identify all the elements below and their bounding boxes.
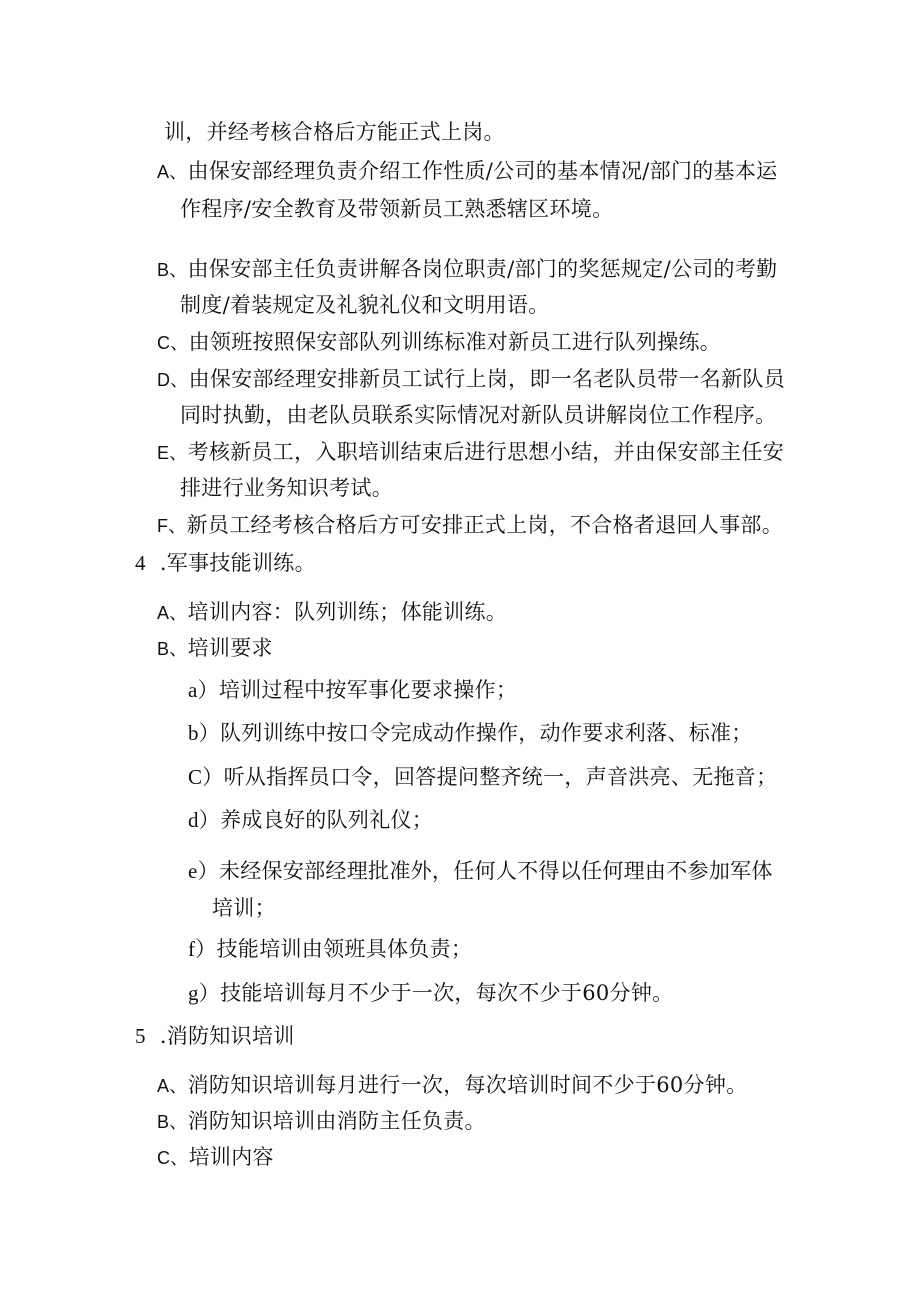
list-item-continuation: 排进行业务知识考试。 <box>180 476 393 500</box>
item-marker: D、 <box>157 370 189 390</box>
sub-item-d <box>188 806 433 834</box>
list-item-b <box>157 634 273 663</box>
sub-item-a <box>188 676 517 704</box>
sub-item-continuation: 培训； <box>212 896 276 920</box>
item-marker: g） <box>188 981 221 1005</box>
list-item-b <box>157 255 777 284</box>
list-item-continuation: 制度/着装规定及礼貌礼仪和文明用语。 <box>180 293 550 317</box>
item-marker: C） <box>188 765 224 789</box>
item-marker: C、 <box>157 1148 189 1168</box>
item-text: 技能培训每月不少于一次，每次不少于60分钟。 <box>220 981 674 1005</box>
item-marker: B、 <box>157 639 188 659</box>
list-item-continuation: 同时执勤，由老队员联系实际情况对新队员讲解岗位工作程序。 <box>180 403 777 427</box>
item-marker: B、 <box>157 1112 188 1132</box>
section-heading-4 <box>135 549 316 577</box>
item-marker: E、 <box>157 443 188 463</box>
list-item-b <box>157 1107 486 1136</box>
sub-item-f <box>188 935 472 963</box>
item-text: 由领班按照保安部队列训练标准对新员工进行队列操练。 <box>188 330 722 354</box>
item-text: 培训过程中按军事化要求操作； <box>218 678 518 702</box>
list-item-e <box>157 438 784 467</box>
item-marker: A、 <box>157 1076 188 1096</box>
item-text: 由保安部经理负责介绍工作性质/公司的基本情况/部门的基本运 <box>187 159 778 183</box>
item-marker: b） <box>188 721 221 745</box>
list-item-a <box>157 1071 747 1100</box>
text-line: 训，并经考核合格后方能正式上岗。 <box>164 120 505 144</box>
sub-item-b <box>188 719 753 747</box>
item-text: 养成良好的队列礼仪； <box>220 808 434 832</box>
sub-item-g <box>188 979 673 1007</box>
list-item-d <box>157 365 785 394</box>
section-heading-5 <box>135 1022 295 1050</box>
item-text: 消防知识培训每月进行一次，每次培训时间不少于60分钟。 <box>187 1073 748 1097</box>
list-item-c <box>157 328 721 357</box>
item-text: 队列训练中按口令完成动作操作，动作要求利落、标准； <box>220 721 753 745</box>
item-marker: F、 <box>157 516 187 536</box>
item-text: 听从指挥员口令，回答提问整齐统一，声音洪亮、无拖音； <box>223 765 778 789</box>
item-marker: B、 <box>157 260 188 280</box>
list-item-a <box>157 598 507 627</box>
section-title: .消防知识培训 <box>159 1024 295 1048</box>
item-marker: C、 <box>157 333 189 353</box>
list-item-continuation: 作程序/安全教育及带领新员工熟悉辖区环境。 <box>180 197 614 221</box>
item-text: 未经保安部经理批准外，任何人不得以任何理由不参加军体 <box>218 859 773 883</box>
item-text: 培训内容 <box>188 1145 274 1169</box>
item-text: 由保安部经理安排新员工试行上岗，即一名老队员带一名新队员 <box>188 367 786 391</box>
item-text: 培训要求 <box>187 636 273 660</box>
item-text: 培训内容：队列训练；体能训练。 <box>187 600 508 624</box>
list-item-a <box>157 157 777 186</box>
item-marker: d） <box>188 808 221 832</box>
section-title: .军事技能训练。 <box>159 551 316 575</box>
item-text: 由保安部主任负责讲解各岗位职责/部门的奖惩规定/公司的考勤 <box>187 257 778 281</box>
item-marker: A、 <box>157 162 188 182</box>
sub-item-c <box>188 763 777 791</box>
item-marker: e） <box>188 859 219 883</box>
section-number: 4 <box>135 551 146 575</box>
item-marker: A、 <box>157 603 188 623</box>
item-marker: a） <box>188 678 219 702</box>
list-item-f <box>157 511 783 540</box>
item-text: 新员工经考核合格后方可安排正式上岗，不合格者退回人事部。 <box>186 513 784 537</box>
item-marker: f） <box>188 937 217 961</box>
item-text: 考核新员工，入职培训结束后进行思想小结，并由保安部主任安 <box>187 440 785 464</box>
item-text: 技能培训由领班具体负责； <box>216 937 473 961</box>
section-number: 5 <box>135 1024 146 1048</box>
item-text: 消防知识培训由消防主任负责。 <box>187 1109 486 1133</box>
sub-item-e <box>188 857 773 885</box>
list-item-c <box>157 1143 274 1172</box>
